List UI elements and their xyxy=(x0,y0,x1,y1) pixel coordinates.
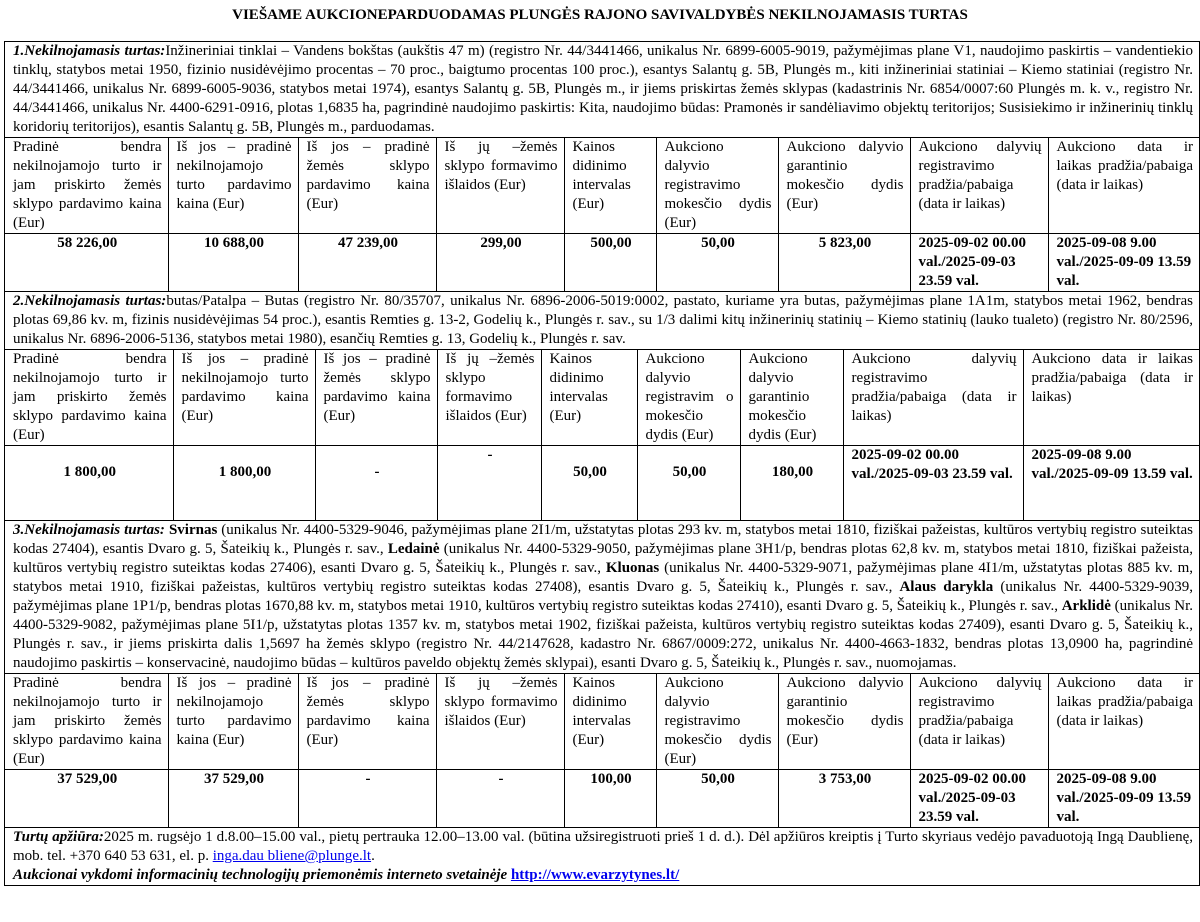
value-auction-date: 2025-09-08 9.00 val./2025-09-09 13.59 val. xyxy=(1023,446,1200,521)
value-registration-period: 2025-09-02 00.00 val./2025-09-03 23.59 val. xyxy=(910,234,1048,292)
inspection-end: . xyxy=(371,848,375,864)
header-total-price: Pradinė bendra nekilnojamojo turto ir jam priskirto žemės sklypo pardavimo kaina (Eur) xyxy=(5,674,168,770)
value-guarantee-fee: 180,00 xyxy=(740,446,843,521)
value-registration-period: 2025-09-02 00.00 val./2025-09-03 23.59 val. xyxy=(843,446,1023,521)
value-formation-costs: 299,00 xyxy=(436,234,564,292)
table-row xyxy=(5,770,1200,828)
table-row xyxy=(5,234,1200,292)
header-registration-period: Aukciono dalyvių registravimo pradžia/pabaiga (data ir laikas) xyxy=(910,138,1048,234)
header-bid-increment: Kainos didinimo intervalas (Eur) xyxy=(564,138,656,234)
header-formation-costs: Iš jų –žemės sklypo formavimo išlaidos (Eur) xyxy=(436,138,564,234)
value-auction-date: 2025-09-08 9.00 val./2025-09-09 13.59 val. xyxy=(1048,770,1200,828)
item-3-description xyxy=(5,521,1200,674)
item-1-text: Inžineriniai tinklai – Vandens bokštas (aukštis 47 m) (registro Nr. 44/3441466, unikalus Nr. 6899-6005-9019, pažymėjimas plane V1, naudojimo paskirtis – vandentiekio tinklų, statybos metai 1950, fizinio nusidėvėjimo procentas – 70 proc., baigtumo procentas 100 proc.), esantys Salantų g. 5B, Plungės m., kiti inžineriniai statiniai – Kiemo statiniai (registro Nr. 44/3441466, unikalus Nr. 6899-6005-9036, statybos metai 1974), esantys Salantų g. 5B, Plungės m., ir jiems priskirtas žemės sklypas (kadastrinis Nr. 6854/0007:60 Plungės m. k. v., registro Nr. 44/3441466, unikalus Nr. 4400-6291-0916, plotas 1,6835 ha, pagrindinė naudojimo paskirtis: Kita, naudojimo būdas: Pramonės ir sandėliavimo objektų teritorijos; Susisiekimo ir inžinerinių tinklų koridorių teritorijos), esantis Salantų g. 5B, Plungės m., parduodamas. xyxy=(13,43,1193,135)
value-registration-fee: 50,00 xyxy=(656,234,778,292)
value-formation-costs: - xyxy=(437,446,541,521)
table-header-row xyxy=(5,138,1200,234)
value-property-price: 10 688,00 xyxy=(168,234,298,292)
item-3-label: 3.Nekilnojamasis turtas: xyxy=(13,522,165,538)
header-registration-fee: Aukciono dalyvio registravimo mokesčio dydis (Eur) xyxy=(656,138,778,234)
header-registration-period: Aukciono dalyvių registravimo pradžia/pabaiga (data ir laikas) xyxy=(843,350,1023,446)
item-1-label: 1.Nekilnojamasis turtas: xyxy=(13,43,166,59)
header-auction-date: Aukciono data ir laikas pradžia/pabaiga (data ir laikas) xyxy=(1023,350,1200,446)
header-formation-costs: Iš jų –žemės sklypo formavimo išlaidos (Eur) xyxy=(436,674,564,770)
header-property-price: Iš jos – pradinė nekilnojamojo turto pardavimo kaina (Eur) xyxy=(168,138,298,234)
item-2-price-table xyxy=(5,350,1200,521)
contact-email-link[interactable]: inga.dau bliene@plunge.lt xyxy=(212,848,372,864)
header-total-price: Pradinė bendra nekilnojamojo turto ir jam priskirto žemės sklypo pardavimo kaina (Eur) xyxy=(5,350,173,446)
header-auction-date: Aukciono data ir laikas pradžia/pabaiga (data ir laikas) xyxy=(1048,138,1200,234)
header-formation-costs: Iš jų –žemės sklypo formavimo išlaidos (Eur) xyxy=(437,350,541,446)
header-land-price: Iš jos – pradinė žemės sklypo pardavimo kaina (Eur) xyxy=(298,138,436,234)
header-guarantee-fee: Aukciono dalyvio garantinio mokesčio dydis (Eur) xyxy=(778,674,910,770)
header-registration-period: Aukciono dalyvių registravimo pradžia/pabaiga (data ir laikas) xyxy=(910,674,1048,770)
header-total-price: Pradinė bendra nekilnojamojo turto ir jam priskirto žemės sklypo pardavimo kaina (Eur) xyxy=(5,138,168,234)
value-registration-period: 2025-09-02 00.00 val./2025-09-03 23.59 val. xyxy=(910,770,1048,828)
value-formation-costs: - xyxy=(436,770,564,828)
inspection-info xyxy=(13,828,1193,866)
item-1-price-table xyxy=(5,138,1200,292)
value-land-price: - xyxy=(315,446,437,521)
value-bid-increment: 100,00 xyxy=(564,770,656,828)
table-row xyxy=(5,446,1200,521)
inspection-text: 2025 m. rugsėjo 1 d.8.00–15.00 val., pietų pertrauka 12.00–13.00 val. (būtina užsiregistruoti prieš 1 d. d.). Dėl apžiūros kreiptis į Turto skyriaus vedėjo pavaduotoją Ingą Daublienę, mob. tel. +370 640 53 631, el. p. xyxy=(13,829,1193,864)
value-guarantee-fee: 5 823,00 xyxy=(778,234,910,292)
header-registration-fee: Aukciono dalyvio registravimo mokesčio dydis (Eur) xyxy=(656,674,778,770)
header-land-price: Iš jos – pradinė žemės sklypo pardavimo kaina (Eur) xyxy=(315,350,437,446)
item-1-description xyxy=(5,42,1200,138)
value-registration-fee: 50,00 xyxy=(637,446,740,521)
item-2-text: butas/Patalpa – Butas (registro Nr. 80/35707, unikalus Nr. 6896-2006-5019:0002, pastato, kuriame yra butas, pažymėjimas plane 1A1m, statybos metai 1962, bendras plotas 69,86 kv. m, fizinis nusidėvėjimas 54 proc.), esantis Remties g. 13-2, Godelių k., Plungės r. sav., su 1/3 dalimi kitų inžinerinių statinių – Kiemo statinių (lauko tualeto) (registro Nr. 80/2596, unikalus Nr. 6896-2006-5136, statybos metai 1980), esančių Remties g. 13, Godelių k., Plungės r. sav. xyxy=(13,293,1193,347)
value-total-price: 37 529,00 xyxy=(5,770,168,828)
value-bid-increment: 500,00 xyxy=(564,234,656,292)
header-guarantee-fee: Aukciono dalyvio garantinio mokesčio dydis (Eur) xyxy=(778,138,910,234)
header-property-price: Iš jos – pradinė nekilnojamojo turto pardavimo kaina (Eur) xyxy=(173,350,315,446)
auction-website-link[interactable]: http://www.evarzytynes.lt/ xyxy=(510,867,680,883)
header-bid-increment: Kainos didinimo intervalas (Eur) xyxy=(564,674,656,770)
header-registration-fee: Aukciono dalyvio registravim o mokesčio dydis (Eur) xyxy=(637,350,740,446)
value-total-price: 58 226,00 xyxy=(5,234,168,292)
header-guarantee-fee: Aukciono dalyvio garantinio mokesčio dydis (Eur) xyxy=(740,350,843,446)
value-total-price: 1 800,00 xyxy=(5,446,173,521)
header-land-price: Iš jos – pradinė žemės sklypo pardavimo kaina (Eur) xyxy=(298,674,436,770)
value-bid-increment: 50,00 xyxy=(541,446,637,521)
header-property-price: Iš jos – pradinė nekilnojamojo turto pardavimo kaina (Eur) xyxy=(168,674,298,770)
page-title: VIEŠAME AUKCIONEPARDUODAMAS PLUNGĖS RAJONO SAVIVALDYBĖS NEKILNOJAMASIS TURTAS xyxy=(232,7,968,23)
value-registration-fee: 50,00 xyxy=(656,770,778,828)
footer-notes xyxy=(5,828,1200,886)
table-header-row xyxy=(5,350,1200,446)
auction-table xyxy=(4,41,1200,886)
value-auction-date: 2025-09-08 9.00 val./2025-09-09 13.59 val. xyxy=(1048,234,1200,292)
auction-info xyxy=(13,866,1193,885)
value-land-price: 47 239,00 xyxy=(298,234,436,292)
header-bid-increment: Kainos didinimo intervalas (Eur) xyxy=(541,350,637,446)
item-2-label: 2.Nekilnojamasis turtas: xyxy=(13,293,167,309)
item-3-text: Svirnas (unikalus Nr. 4400-5329-9046, pažymėjimas plane 2I1/m, užstatytas plotas 293 kv. m, statybos metai 1810, fiziškai pažeistas, kultūros vertybių registro suteiktas kodas 27404), esantis Dvaro g. 5, Šateikių k., Plungės r. sav., Ledainė (unikalus Nr. 4400-5329-9050, pažymėjimas plane 3H1/p, bendras plotas 62,8 kv. m, statybos metai 1810, fiziškai pažeista, kultūros vertybių registro suteiktas kodas 27406), esanti Dvaro g. 5, Šateikių k., Plungės r. sav., Kluonas (unikalus Nr. 4400-5329-9071, pažymėjimas plane 4I1/m, užstatytas plotas 885 kv. m, statybos metai 1910, fiziškai pažeistas, kultūros vertybių registro suteiktas kodas 27408), esantis Dvaro g. 5, Šateikių k., Plungės r. sav., Alaus darykla (unikalus Nr. 4400-5329-9039, pažymėjimas plane 1P1/p, bendras plotas 1670,88 kv. m, statybos metai 1910, kultūros vertybių registro suteiktas kodas 27410), esanti Dvaro g. 5, Šateikių k., Plungės r. sav., Arklidė (unikalus Nr. 4400-5329-9082, pažymėjimas plane 5I1/p, užstatytas plotas 1357 kv. m, statybos metai 1902, fiziškai pažeista, kultūros vertybių registro suteiktas kodas 27409), esanti Dvaro g. 5, Šateikių k., Plungės r. sav., ir jiems priskirta dalis 1,5697 ha žemės sklypo (registro Nr. 44/2147628, kadastro Nr. 6867/0009:272, unikalus Nr. 4400-4663-1832, bendras plotas 13,0900 ha, pagrindinė naudojimo paskirtis – konservacinė, naudojimo būdas – kultūros paveldo objektų žemės sklypai), esanti Dvaro g. 5, Šateikių k., Plungės r. sav., nuomojamas. xyxy=(13,522,1194,671)
value-land-price: - xyxy=(298,770,436,828)
table-header-row xyxy=(5,674,1200,770)
auction-text: Aukcionai vykdomi informacinių technologijų priemonėmis interneto svetainėje xyxy=(13,867,511,883)
header-auction-date: Aukciono data ir laikas pradžia/pabaiga (data ir laikas) xyxy=(1048,674,1200,770)
value-property-price: 1 800,00 xyxy=(173,446,315,521)
inspection-label: Turtų apžiūra: xyxy=(13,829,104,845)
value-guarantee-fee: 3 753,00 xyxy=(778,770,910,828)
item-2-description xyxy=(5,292,1200,350)
value-property-price: 37 529,00 xyxy=(168,770,298,828)
item-3-price-table xyxy=(5,674,1200,828)
